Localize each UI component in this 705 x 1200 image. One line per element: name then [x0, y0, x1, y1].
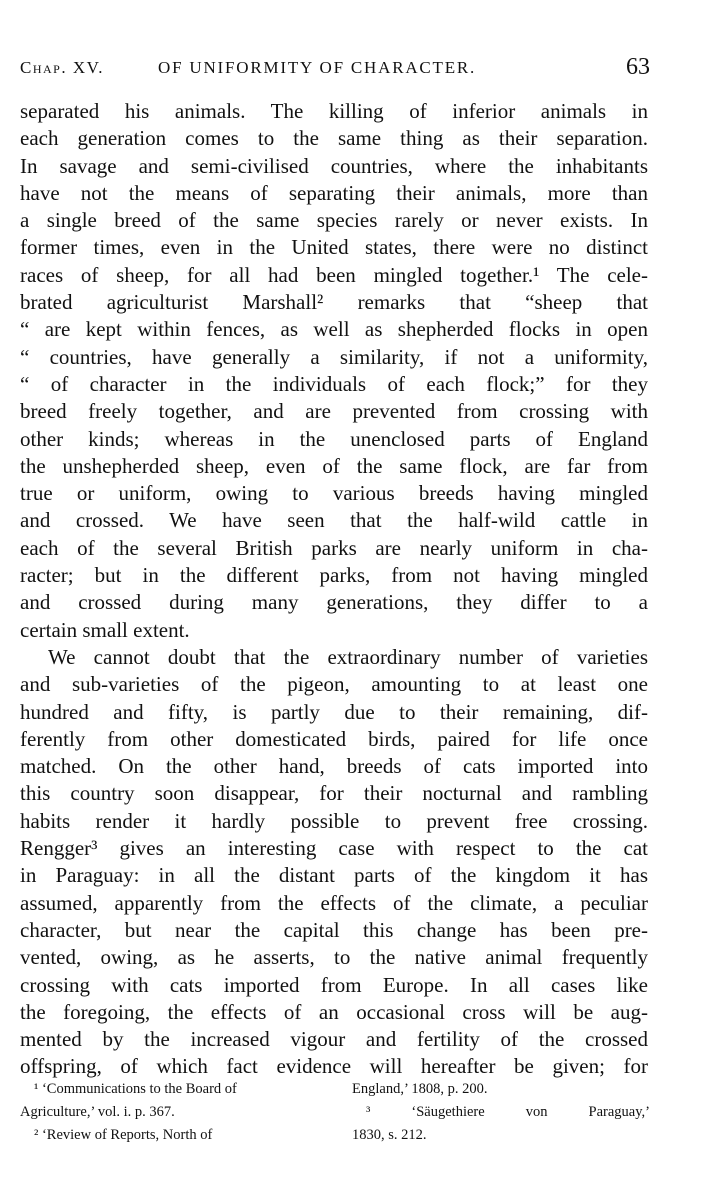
- paragraph-start-line: We cannot doubt that the extraordinary number of varieties: [48, 644, 648, 669]
- text-line: true or uniform, owing to various breeds having mingled: [20, 481, 648, 506]
- text-line: offspring, of which fact evidence will hereafter be given; for: [20, 1054, 648, 1079]
- text-line: this country soon disappear, for their nocturnal and rambling: [20, 781, 648, 806]
- footnote-line: Agriculture,’ vol. i. p. 367.: [20, 1104, 175, 1120]
- footnote-line: ² ‘Review of Reports, North of: [34, 1127, 213, 1143]
- footnote-line: ³ ‘Säugethiere von Paraguay,’: [366, 1104, 650, 1120]
- text-line: “ of character in the individuals of each flock;” for they: [20, 371, 648, 396]
- text-line: a single breed of the same species rarely or never exists. In: [20, 208, 648, 233]
- text-line: racter; but in the different parks, from not having mingled: [20, 563, 648, 588]
- text-line: ferently from other domesticated birds, paired for life once: [20, 726, 648, 751]
- text-line: each generation comes to the same thing as their separation.: [20, 126, 648, 151]
- footnote-line: England,’ 1808, p. 200.: [352, 1081, 488, 1097]
- text-line: each of the several British parks are nearly uniform in cha-: [20, 535, 648, 560]
- text-line: and crossed. We have seen that the half-wild cattle in: [20, 508, 648, 533]
- text-line: the foregoing, the effects of an occasional cross will be aug-: [20, 999, 648, 1024]
- text-line: separated his animals. The killing of inferior animals in: [20, 99, 648, 123]
- text-line: matched. On the other hand, breeds of cats imported into: [20, 754, 648, 779]
- text-line: brated agriculturist Marshall² remarks that “sheep that: [20, 290, 648, 315]
- text-line: character, but near the capital this change has been pre-: [20, 917, 648, 942]
- running-header: [20, 54, 650, 84]
- text-line: have not the means of separating their animals, more than: [20, 180, 648, 205]
- text-line: hundred and fifty, is partly due to their remaining, dif-: [20, 699, 648, 724]
- text-line: assumed, apparently from the effects of the climate, a peculiar: [20, 890, 648, 915]
- footnotes-left-column: [20, 1078, 340, 1147]
- chapter-label: Chap. XV.: [20, 58, 104, 77]
- text-line: in Paraguay: in all the distant parts of the kingdom it has: [20, 863, 648, 888]
- text-line: vented, owing, as he asserts, to the native animal frequently: [20, 945, 648, 970]
- running-title: OF UNIFORMITY OF CHARACTER.: [158, 58, 477, 77]
- text-line: crossing with cats imported from Europe. In all cases like: [20, 972, 648, 997]
- text-line: Rengger³ gives an interesting case with respect to the cat: [20, 836, 648, 861]
- text-line: breed freely together, and are prevented from crossing with: [20, 399, 648, 424]
- page-number: 63: [626, 54, 650, 80]
- text-line: In savage and semi-civilised countries, where the inhabitants: [20, 153, 648, 178]
- body-text: [20, 98, 648, 1081]
- footnote-line: 1830, s. 212.: [352, 1127, 427, 1143]
- text-line: the unshepherded sheep, even of the same flock, are far from: [20, 453, 648, 478]
- text-line: races of sheep, for all had been mingled together.¹ The cele-: [20, 262, 648, 287]
- text-line: mented by the increased vigour and fertility of the crossed: [20, 1027, 648, 1052]
- paragraph-end-line: certain small extent.: [20, 617, 190, 642]
- footnotes-right-column: [352, 1078, 650, 1147]
- text-line: “ countries, have generally a similarity, if not a uniformity,: [20, 344, 648, 369]
- text-line: “ are kept within fences, as well as shepherded flocks in open: [20, 317, 648, 342]
- footnote-line: ¹ ‘Communications to the Board of: [34, 1081, 237, 1097]
- text-line: other kinds; whereas in the unenclosed parts of England: [20, 426, 648, 451]
- text-line: and sub-varieties of the pigeon, amounting to at least one: [20, 672, 648, 697]
- text-line: and crossed during many generations, they differ to a: [20, 590, 648, 615]
- text-line: former times, even in the United states, there were no distinct: [20, 235, 648, 260]
- text-line: habits render it hardly possible to prevent free crossing.: [20, 808, 648, 833]
